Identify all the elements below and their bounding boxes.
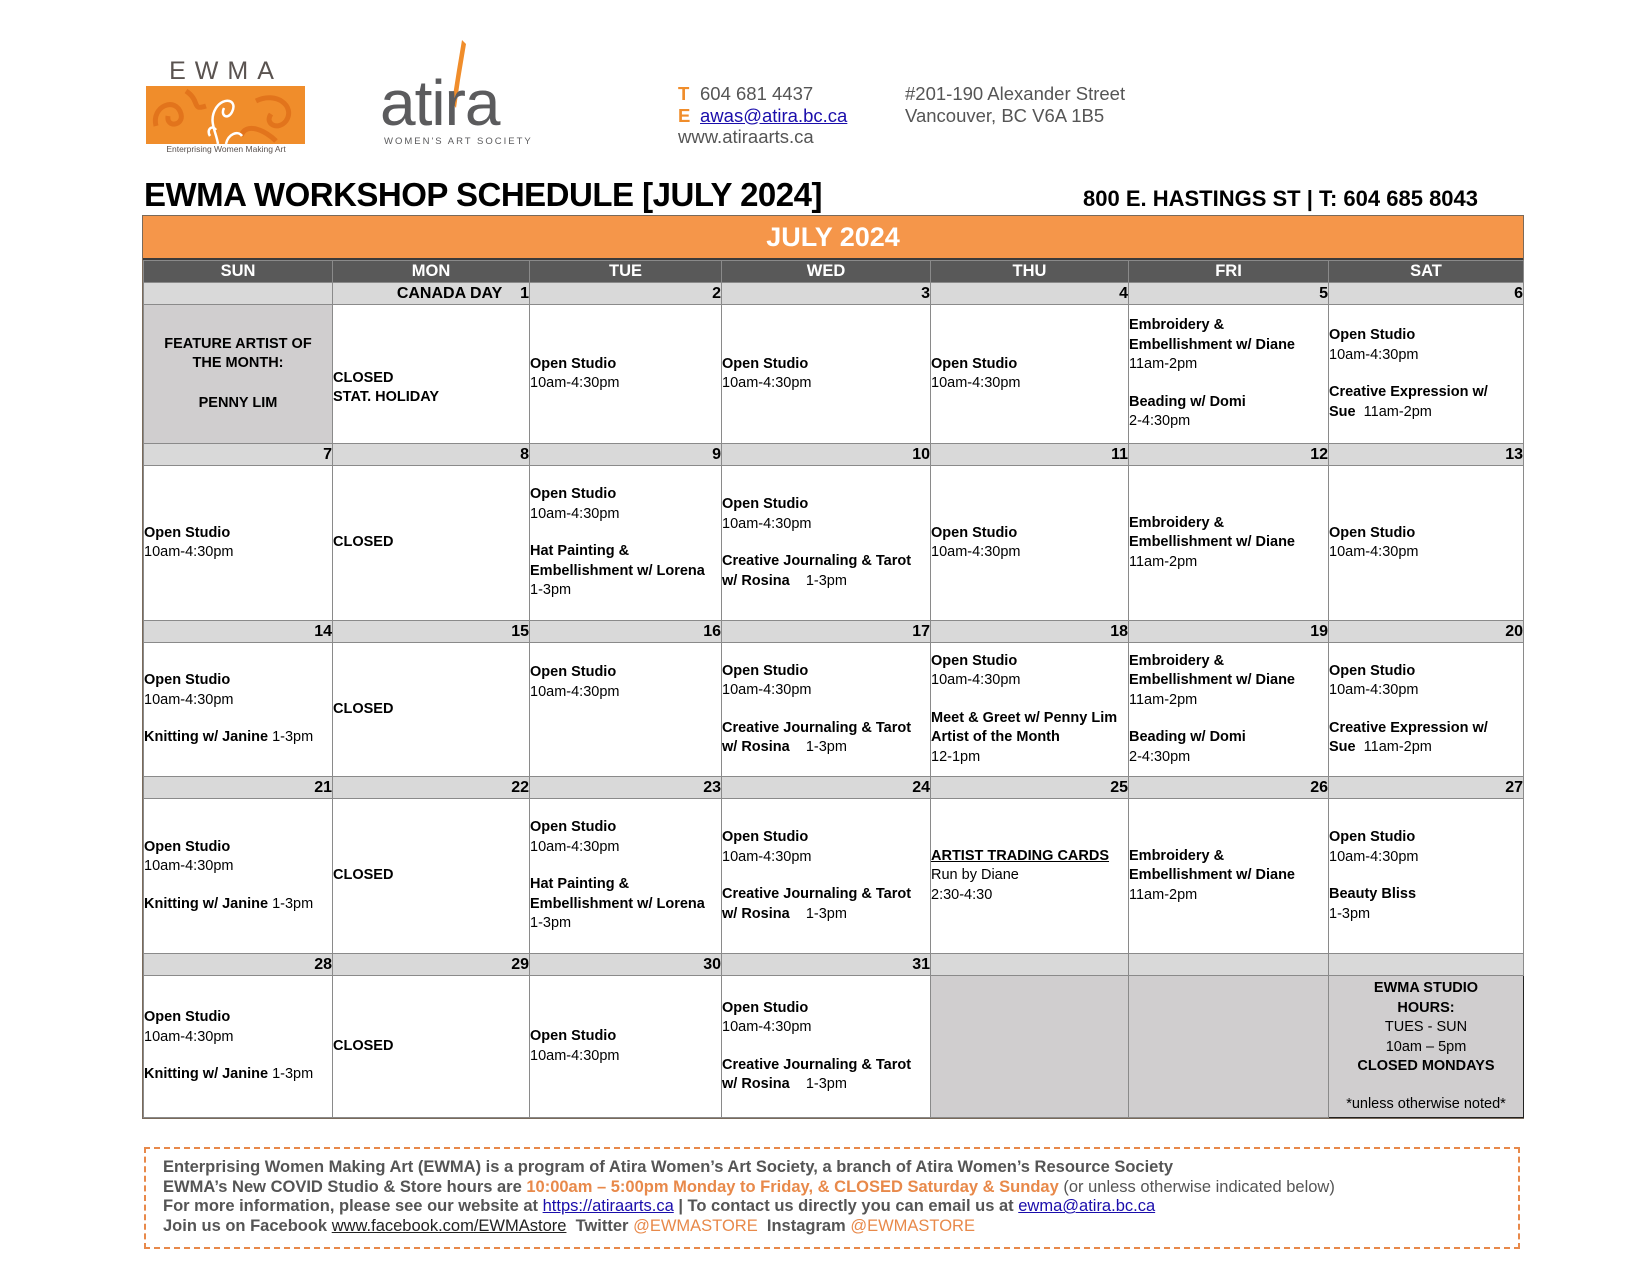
date-row [144,777,1524,799]
day-cell [1329,799,1524,954]
week-row [144,976,1524,1118]
event-time: 10am-4:30pm [144,544,234,560]
date-row [144,444,1524,466]
event-title: ARTIST TRADING CARDS [931,847,1110,864]
days-of-week-row [144,261,1524,283]
ewma-logo-tagline: Enterprising Women Making Art [166,144,286,154]
footer-text: EWMA’s New COVID Studio & Store hours are [163,1177,527,1196]
event-time: 10am-4:30pm [722,682,812,698]
event-title: Open Studio [931,355,1018,372]
dow-thu: THU [931,261,1129,283]
event-time: 10am-4:30pm [530,1047,620,1064]
event-time: 10am-4:30pm [931,544,1021,560]
footer-line-3 [163,1197,1518,1217]
event-title: Open Studio [722,662,809,679]
event-time: 1-3pm [530,915,572,932]
date-cell: 5 [1129,283,1329,305]
event-time: 1-3pm [272,895,314,912]
event-title: Creative Journaling & Tarot w/ Rosina [722,719,912,755]
event-time: 11am-2pm [1129,886,1198,903]
event-time: 10am-4:30pm [722,515,812,532]
phone-number: 604 681 4437 [700,83,814,104]
day-cell [931,466,1129,621]
page-title: EWMA WORKSHOP SCHEDULE [JULY 2024] [144,176,822,213]
event-title: Open Studio [1329,524,1416,541]
week-row [144,305,1524,444]
event-time: 1-3pm [805,1076,847,1092]
footer-text: For more information, please see our website at [163,1197,543,1215]
location-info: 800 E. HASTINGS ST | T: 604 685 8043 [1083,186,1479,211]
event-title: Open Studio [931,524,1018,541]
twitter-handle[interactable]: @EWMASTORE [633,1216,758,1235]
event-title: Meet & Greet w/ Penny Lim Artist of the Month [931,709,1118,746]
date-cell: 19 [1129,621,1329,643]
event-time: 2:30-4:30 [931,886,993,903]
hours-title: EWMA STUDIO [1373,980,1479,996]
day-cell [144,643,333,777]
covid-hours-highlight: 10:00am – 5:00pm Monday to Friday, & CLOSED Saturday & Sunday [526,1177,1059,1196]
event-title: Open Studio [530,486,617,503]
day-cell [931,305,1129,444]
event-title: CLOSED [333,1037,394,1054]
day-cell [144,799,333,954]
footer-line-1: Enterprising Women Making Art (EWMA) is a program of Atira Women’s Art Society, a branch of Atira Women’s Resource Society [163,1158,1174,1176]
date-cell: 3 [722,283,931,305]
studio-hours-box [1329,976,1524,1118]
atira-logo-word: atira [380,67,500,139]
event-title: Knitting w/ Janine [144,729,269,746]
day-cell [333,466,530,621]
event-title: CLOSED [333,534,394,551]
footer-text: (or unless otherwise indicated below) [1058,1177,1335,1196]
empty-cell [931,976,1129,1118]
feature-line: FEATURE ARTIST OF [164,335,312,352]
week-row [144,643,1524,777]
event-time: 10am-4:30pm [722,375,812,391]
event-time: 10am-4:30pm [1329,848,1419,865]
month-title: JULY 2024 [143,216,1523,260]
day-cell [530,799,722,954]
event-time: 2-4:30pm [1129,413,1191,430]
day-cell [1329,643,1524,777]
dow-sun: SUN [144,261,333,283]
event-subtitle: Run by Diane [931,867,1019,884]
hours-note: *unless otherwise noted* [1346,1095,1506,1112]
holiday-label: CANADA DAY [396,284,503,302]
footer-info-box [144,1147,1520,1249]
empty-cell [1129,976,1329,1118]
event-title: Creative Journaling & Tarot w/ Rosina [722,886,912,922]
event-time: 10am-4:30pm [144,691,234,708]
event-title: Open Studio [144,1009,231,1026]
event-time: 1-3pm [272,729,314,746]
event-title: Embroidery & Embellishment w/ Diane [1129,514,1295,551]
event-title: Open Studio [530,819,617,836]
date-cell: 20 [1329,621,1524,643]
hours-days: TUES - SUN [1384,1019,1468,1035]
day-cell [333,643,530,777]
event-title: Creative Expression w/ Sue [1329,384,1488,420]
contact-info [678,83,847,148]
week-row [144,799,1524,954]
feature-artist-name: PENNY LIM [198,394,278,411]
event-time: 1-3pm [805,739,847,755]
event-time: 11am-2pm [1129,356,1198,373]
date-row [144,621,1524,643]
dow-wed: WED [722,261,931,283]
email-label: E [678,104,691,126]
calendar [142,215,1524,1119]
date-cell: 6 [1329,283,1524,305]
event-time: 11am-2pm [1129,553,1198,570]
day-cell [530,643,722,777]
day-cell [722,466,931,621]
day-cell [1129,466,1329,621]
date-cell: 18 [931,621,1129,643]
day-cell [1329,466,1524,621]
date-cell: 10 [722,444,931,466]
feature-line: THE MONTH: [192,355,284,372]
event-title: Creative Expression w/ Sue [1329,719,1488,755]
date-cell [931,954,1129,976]
dow-tue: TUE [530,261,722,283]
day-cell [1129,799,1329,954]
day-cell [530,305,722,444]
date-cell: 4 [931,283,1129,305]
dow-sat: SAT [1329,261,1524,283]
date-cell: 14 [144,621,333,643]
date-cell: 15 [333,621,530,643]
event-title: Open Studio [722,496,809,512]
date-cell [144,283,333,305]
date-cell: 17 [722,621,931,643]
email-link[interactable]: awas@atira.bc.ca [700,104,848,126]
event-time: 10am-4:30pm [530,375,620,391]
event-time: 10am-4:30pm [931,672,1021,689]
date-cell: 30 [530,954,722,976]
event-time: 2-4:30pm [1129,748,1191,765]
event-title: Creative Journaling & Tarot w/ Rosina [722,1056,912,1092]
event-time: 10am-4:30pm [144,1028,234,1045]
day-cell [530,466,722,621]
date-cell: 16 [530,621,722,643]
footer-text: | To contact us directly you can email us at [673,1197,1019,1215]
event-time: 10am-4:30pm [144,858,234,875]
date-cell: 28 [144,954,333,976]
event-time: 12-1pm [931,748,981,765]
event-time: 11am-2pm [1363,739,1432,755]
event-time: 11am-2pm [1129,691,1198,708]
ewma-logo [145,58,307,154]
date-cell: 12 [1129,444,1329,466]
footer-text: Join us on Facebook [163,1216,332,1235]
hours-time: 10am – 5pm [1385,1038,1467,1055]
date-cell: 7 [144,444,333,466]
instagram-handle[interactable]: @EWMASTORE [850,1216,975,1235]
event-title: Open Studio [144,838,231,855]
date-cell: 25 [931,777,1129,799]
event-time: 10am-4:30pm [1329,544,1419,560]
event-title: Open Studio [722,829,809,845]
facebook-link[interactable]: www.facebook.com/EWMAstore [331,1216,567,1235]
date-cell: 27 [1329,777,1524,799]
swirl-art-icon [146,86,305,144]
event-time: 1-3pm [1329,905,1371,922]
day-cell [530,976,722,1118]
event-title: Open Studio [722,999,809,1016]
event-title: Beading w/ Domi [1129,729,1246,746]
event-title: STAT. HOLIDAY [333,389,440,405]
day-cell [931,799,1129,954]
footer-line-4 [163,1217,1518,1237]
event-title: Hat Painting & Embellishment w/ Lorena [530,876,705,912]
dow-fri: FRI [1129,261,1329,283]
day-cell [333,799,530,954]
date-cell [1329,954,1524,976]
date-cell: 21 [144,777,333,799]
dow-mon: MON [333,261,530,283]
twitter-label: Twitter [566,1216,634,1235]
date-cell: 9 [530,444,722,466]
feature-artist-cell [144,305,333,444]
event-title: Knitting w/ Janine [144,1066,269,1083]
hours-title: HOURS: [1397,999,1455,1016]
event-title: CLOSED [333,369,394,386]
event-title: Open Studio [144,524,231,541]
event-time: 10am-4:30pm [1329,682,1419,698]
event-time: 1-3pm [805,905,847,922]
date-cell: 29 [333,954,530,976]
event-time: 11am-2pm [1363,403,1432,420]
day-cell [144,466,333,621]
day-cell [722,305,931,444]
contact-email-link[interactable]: ewma@atira.bc.ca [1018,1197,1156,1215]
day-cell [1129,643,1329,777]
date-cell: 11 [931,444,1129,466]
date-cell: 22 [333,777,530,799]
event-title: Embroidery & Embellishment w/ Diane [1129,847,1295,884]
event-time: 10am-4:30pm [530,683,620,700]
day-cell [722,643,931,777]
event-title: Beauty Bliss [1329,886,1417,902]
event-title: CLOSED [333,867,394,884]
day-cell [931,643,1129,777]
event-time: 10am-4:30pm [1329,346,1419,363]
atira-logo-subtitle: WOMEN'S ART SOCIETY [384,136,533,147]
event-title: Open Studio [530,664,617,680]
date-cell: 24 [722,777,931,799]
event-title: CLOSED [333,700,394,717]
event-title: Hat Painting & Embellishment w/ Lorena [530,543,705,579]
day-cell [722,976,931,1118]
phone-label: T [678,83,690,104]
event-title: Open Studio [530,1028,617,1044]
date-row [144,283,1524,305]
event-title: Open Studio [144,672,231,689]
website-text: www.atiraarts.ca [678,126,814,147]
day-cell [333,305,530,444]
event-title: Open Studio [931,652,1018,669]
date-row [144,954,1524,976]
address-line-2: Vancouver, BC V6A 1B5 [905,104,1105,126]
date-cell: 8 [333,444,530,466]
event-title: Knitting w/ Janine [144,895,269,912]
day-cell [1129,305,1329,444]
event-title: Open Studio [1329,327,1416,343]
date-cell [1129,954,1329,976]
event-time: 1-3pm [530,582,572,599]
date-cell: 2 [530,283,722,305]
event-title: Open Studio [1329,829,1416,845]
day-cell [722,799,931,954]
date-cell-canada-day [333,283,530,305]
day-cell [144,976,333,1118]
event-title: Embroidery & Embellishment w/ Diane [1129,317,1295,353]
event-title: Open Studio [530,355,617,372]
ewma-logo-artwork [146,86,305,144]
date-cell: 26 [1129,777,1329,799]
website-link[interactable]: https://atiraarts.ca [542,1197,674,1215]
event-time: 10am-4:30pm [530,505,620,522]
event-time: 1-3pm [272,1066,314,1083]
address-line-1: #201-190 Alexander Street [905,83,1126,104]
day-cell [333,976,530,1118]
ewma-logo-word: EWMA [169,57,283,85]
date-cell: 23 [530,777,722,799]
event-time: 1-3pm [805,572,847,589]
footer-line-2 [163,1178,1518,1198]
event-time: 10am-4:30pm [530,838,620,855]
date-cell: 13 [1329,444,1524,466]
event-title: Beading w/ Domi [1129,393,1246,410]
event-title: Open Studio [722,355,809,372]
address [905,83,1125,126]
event-time: 10am-4:30pm [722,848,812,865]
event-time: 10am-4:30pm [722,1019,812,1035]
calendar-grid [143,260,1524,1118]
date-cell: 31 [722,954,931,976]
event-title: Embroidery & Embellishment w/ Diane [1129,652,1295,689]
atira-logo [380,40,533,150]
hours-closed: CLOSED MONDAYS [1357,1058,1495,1074]
day-cell [1329,305,1524,444]
event-title: Open Studio [1329,662,1416,679]
date-number: 1 [520,284,529,302]
instagram-label: Instagram [757,1216,851,1235]
week-row [144,466,1524,621]
event-title: Creative Journaling & Tarot w/ Rosina [722,553,912,589]
event-time: 10am-4:30pm [931,375,1021,391]
